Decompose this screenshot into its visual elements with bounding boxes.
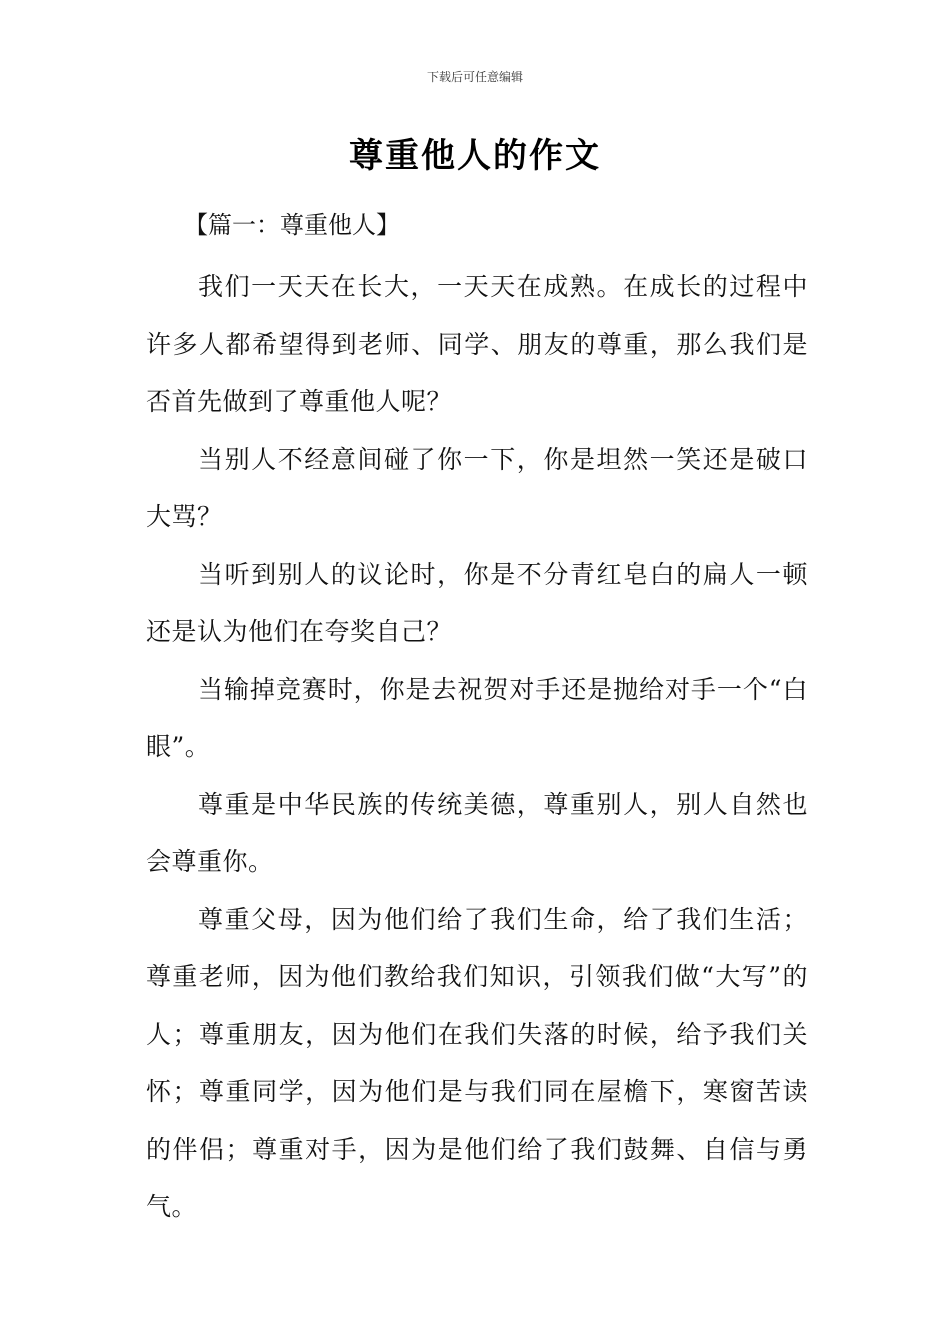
paragraph: 当别人不经意间碰了你一下，你是坦然一笑还是破口大骂？ — [146, 444, 808, 531]
paragraph: 当输掉竞赛时，你是去祝贺对手还是抛给对手一个“白眼”。 — [146, 674, 808, 761]
paragraph: 尊重是中华民族的传统美德，尊重别人，别人自然也会尊重你。 — [146, 789, 808, 876]
document-title: 尊重他人的作文 — [349, 136, 601, 176]
paragraph: 我们一天天在长大，一天天在成熟。在成长的过程中许多人都希望得到老师、同学、朋友的尊重，那么我们是否首先做到了尊重他人呢？ — [146, 272, 808, 416]
body-text — [146, 258, 808, 1236]
paragraph: 尊重父母，因为他们给了我们生命，给了我们生活；尊重老师，因为他们教给我们知识，引领我们做“大写”的人；尊重朋友，因为他们在我们失落的时候，给予我们关怀；尊重同学，因为他们是与我们同在屋檐下，寒窗苦读的伴侣；尊重对手，因为是他们给了我们鼓舞、自信与勇气。 — [146, 904, 808, 1221]
header-note: 下载后可任意编辑 — [426, 70, 523, 84]
section-heading: 【篇一：尊重他人】 — [184, 211, 400, 239]
paragraph: 当听到别人的议论时，你是不分青红皂白的扁人一顿还是认为他们在夸奖自己？ — [146, 559, 808, 646]
